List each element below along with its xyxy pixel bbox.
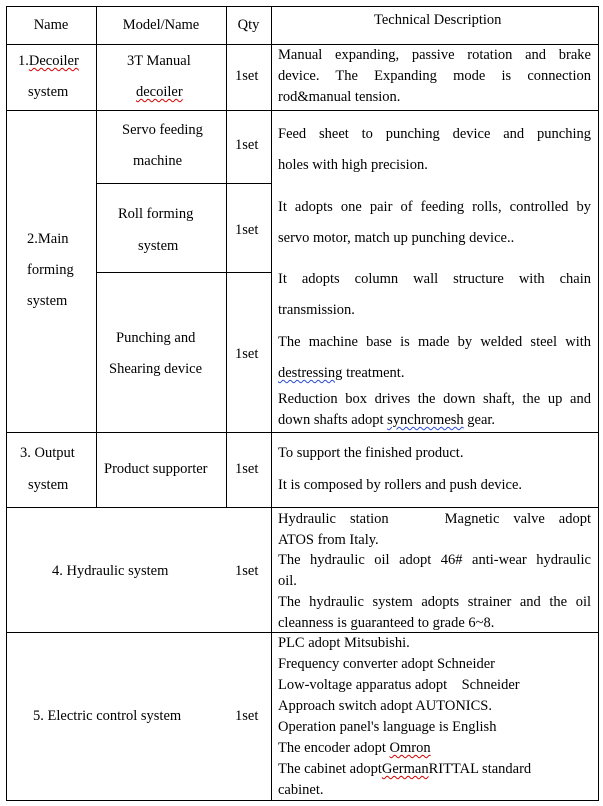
servo-model-line-1: Servo feeding xyxy=(122,122,203,138)
hydraulic-desc-line-4: oil. xyxy=(278,573,297,589)
header-divider xyxy=(6,44,599,45)
electric-desc-line-4: Approach switch adopt AUTONICS. xyxy=(278,698,492,714)
col-divider-name xyxy=(96,6,97,508)
main-desc-line-1: Feed sheet to punching device and punching xyxy=(278,126,591,142)
decoiler-model-line-1: 3T Manual xyxy=(127,53,191,69)
decoiler-desc-line-1: Manual expanding, passive rotation and brake xyxy=(278,47,591,63)
punch-model-line-2: Shearing device xyxy=(109,361,203,377)
electric-desc-line-5: Operation panel's language is English xyxy=(278,719,497,735)
main-desc-line-9: Reduction box drives the down shaft, the up and xyxy=(278,391,591,407)
row-divider-4 xyxy=(6,632,599,633)
decoiler-qty: 1set xyxy=(235,68,259,84)
electric-desc-line-2: Frequency converter adopt Schneider xyxy=(278,656,496,672)
servo-model-line-2: machine xyxy=(133,153,183,169)
roll-model-line-2: system xyxy=(138,238,179,254)
row-divider-3 xyxy=(6,507,599,508)
electric-desc-line-1: PLC adopt Mitsubishi. xyxy=(278,635,410,651)
main-name-line-2: forming xyxy=(27,262,74,278)
decoiler-model-line-2: decoiler xyxy=(136,84,183,100)
output-model: Product supporter xyxy=(104,461,208,477)
main-desc-line-4: servo motor, match up punching device.. xyxy=(278,230,515,246)
electric-qty: 1set xyxy=(235,708,259,724)
electric-desc-line-6: The encoder adopt Omron xyxy=(278,740,431,756)
header-model: Model/Name xyxy=(122,16,200,33)
main-name-line-3: system xyxy=(27,293,68,309)
decoiler-desc-line-3: rod&manual tension. xyxy=(278,89,401,105)
hydraulic-desc-line-5: The hydraulic system adopts strainer and the oil xyxy=(278,594,591,610)
header-qty: Qty xyxy=(237,16,260,33)
header-description: Technical Description xyxy=(374,12,502,28)
hydraulic-desc-line-1: Hydraulic station Magnetic valve adopt xyxy=(278,511,591,527)
hydraulic-desc-line-2: ATOS from Italy. xyxy=(278,532,379,548)
main-desc-line-8: destressing treatment. xyxy=(278,365,405,381)
main-desc-line-2: holes with high precision. xyxy=(278,157,428,173)
decoiler-desc-line-2: device. The Expanding mode is connection xyxy=(278,68,591,84)
hydraulic-desc-line-3: The hydraulic oil adopt 46# anti-wear hydraulic xyxy=(278,552,591,568)
hydraulic-desc-line-6: cleanness is guaranteed to grade 6~8. xyxy=(278,615,495,631)
main-desc-line-10: down shafts adopt synchromesh gear. xyxy=(278,412,496,428)
main-desc-line-7: The machine base is made by welded steel with xyxy=(278,334,591,350)
row-divider-2 xyxy=(6,432,599,433)
subrow-divider-2 xyxy=(96,272,271,273)
main-name-line-1: 2.Main xyxy=(27,231,69,247)
electric-desc-line-7: The cabinet adoptGermanRITTAL standard xyxy=(278,761,532,777)
punch-qty: 1set xyxy=(235,346,259,362)
electric-name: 5. Electric control system xyxy=(33,708,182,724)
table-border-left xyxy=(6,6,7,801)
table-border-bottom xyxy=(6,800,599,801)
subrow-divider-1 xyxy=(96,183,271,184)
col-divider-model xyxy=(226,6,227,508)
output-desc-line-1: To support the finished product. xyxy=(278,445,464,461)
main-desc-line-5: It adopts column wall structure with chain xyxy=(278,271,591,287)
col-divider-qty xyxy=(271,6,272,801)
hydraulic-qty: 1set xyxy=(235,563,259,579)
servo-qty: 1set xyxy=(235,137,259,153)
roll-model-line-1: Roll forming xyxy=(118,206,194,222)
header-name: Name xyxy=(33,16,69,33)
output-name-line-1: 3. Output xyxy=(20,445,75,461)
row-divider-1 xyxy=(6,110,599,111)
table-border-right xyxy=(598,6,599,801)
decoiler-name-line-2: system xyxy=(28,84,69,100)
hydraulic-name: 4. Hydraulic system xyxy=(52,563,169,579)
output-name-line-2: system xyxy=(28,477,69,493)
electric-desc-line-3: Low-voltage apparatus adopt Schneider xyxy=(278,677,520,693)
output-desc-line-2: It is composed by rollers and push device. xyxy=(278,477,523,493)
decoiler-name-line-1: 1.Decoiler xyxy=(18,53,79,69)
output-qty: 1set xyxy=(235,461,259,477)
roll-qty: 1set xyxy=(235,222,259,238)
main-desc-line-3: It adopts one pair of feeding rolls, controlled by xyxy=(278,199,591,215)
punch-model-line-1: Punching and xyxy=(116,330,196,346)
main-desc-line-6: transmission. xyxy=(278,302,355,318)
electric-desc-line-8: cabinet. xyxy=(278,782,324,798)
